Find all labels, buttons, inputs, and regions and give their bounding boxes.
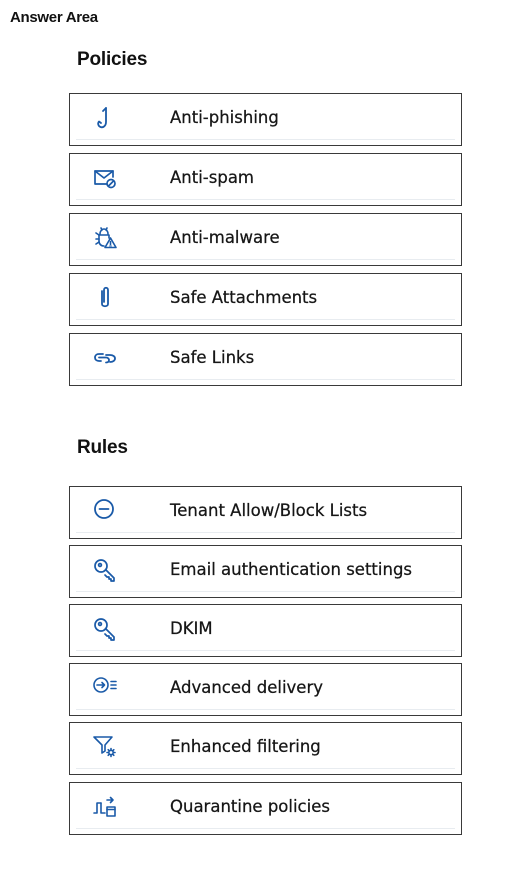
- rule-item-email-authentication-settings[interactable]: [69, 545, 462, 598]
- policy-item-label: Anti-phishing: [170, 108, 279, 127]
- policy-item-anti-malware[interactable]: [69, 213, 462, 266]
- rule-item-advanced-delivery[interactable]: [69, 663, 462, 716]
- mail-block-icon: [92, 165, 118, 191]
- policy-item-anti-spam[interactable]: [69, 153, 462, 206]
- rule-item-label: Email authentication settings: [170, 560, 413, 579]
- fishhook-icon: [92, 105, 118, 131]
- rules-heading: Rules: [77, 437, 128, 458]
- filter-settings-icon: [92, 734, 118, 760]
- policy-item-safe-links[interactable]: [69, 333, 462, 386]
- rule-item-tenant-allow-block-lists[interactable]: [69, 486, 462, 539]
- policy-item-label: Anti-malware: [170, 228, 280, 247]
- link-icon: [92, 345, 118, 371]
- rule-item-label: Advanced delivery: [170, 678, 324, 697]
- quarantine-icon: [92, 794, 118, 820]
- rule-item-label: Enhanced filtering: [170, 737, 321, 756]
- block-circle-icon: [92, 498, 118, 524]
- policies-heading: Policies: [77, 49, 148, 70]
- rule-item-label: Tenant Allow/Block Lists: [170, 501, 368, 520]
- policy-item-label: Safe Attachments: [170, 288, 318, 307]
- rule-item-enhanced-filtering[interactable]: [69, 722, 462, 775]
- policy-item-anti-phishing[interactable]: [69, 93, 462, 146]
- rule-item-label: Quarantine policies: [170, 797, 330, 816]
- key-icon: [92, 616, 118, 642]
- policy-item-label: Safe Links: [170, 348, 255, 367]
- bug-warning-icon: [92, 225, 118, 251]
- paperclip-icon: [92, 285, 118, 311]
- rule-item-quarantine-policies[interactable]: [69, 782, 462, 835]
- rule-item-dkim[interactable]: [69, 604, 462, 657]
- answer-area-title: Answer Area: [10, 9, 98, 26]
- arrow-circle-list-icon: [92, 675, 118, 701]
- rule-item-label: DKIM: [170, 619, 213, 638]
- key-icon: [92, 557, 118, 583]
- policy-item-label: Anti-spam: [170, 168, 255, 187]
- policy-item-safe-attachments[interactable]: [69, 273, 462, 326]
